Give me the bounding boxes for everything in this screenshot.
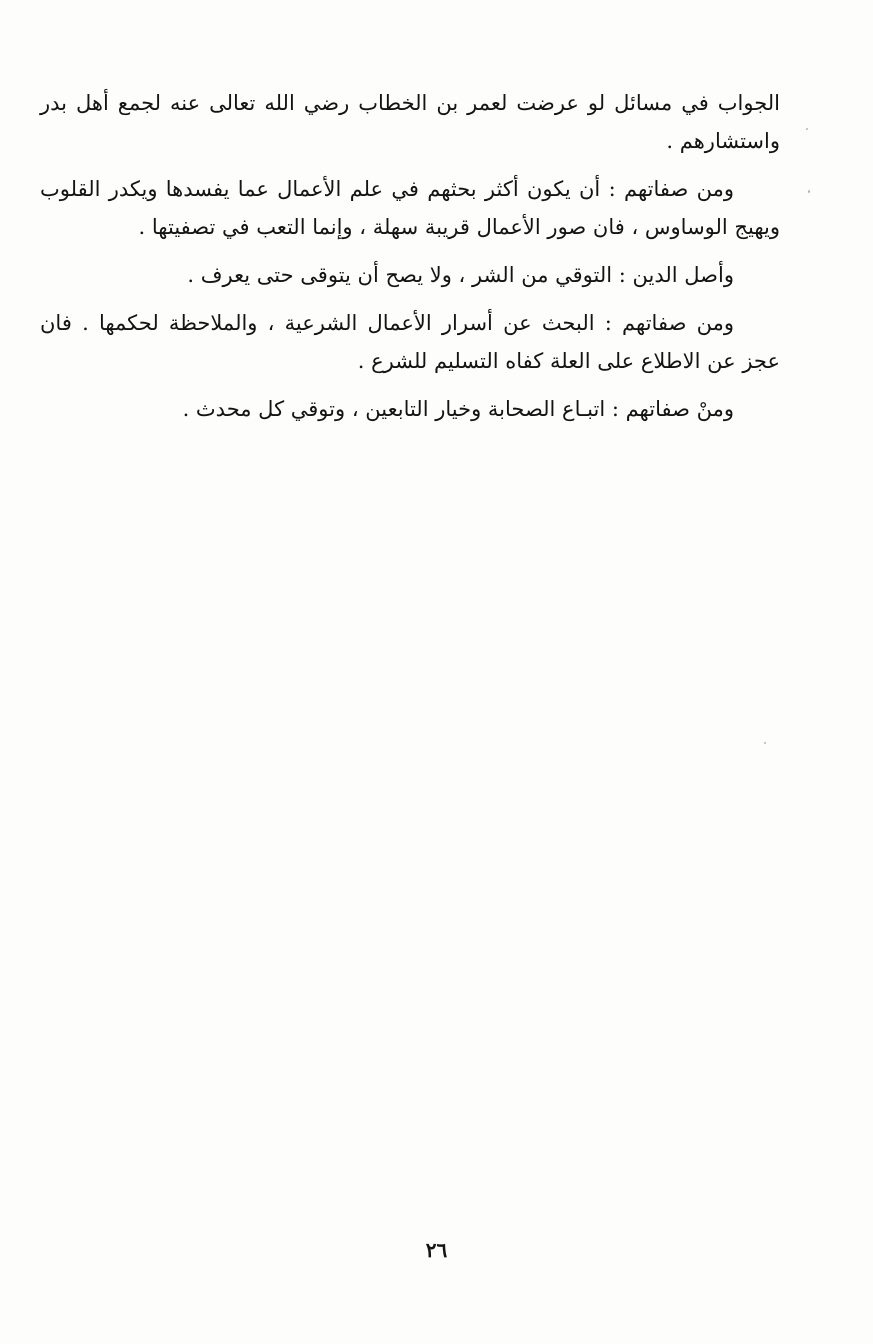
scan-speck <box>764 742 766 744</box>
text-line: ومن صفاتهم : أن يكون أكثر بحثهم في علم الأعمال عما يفسدها ويكدر القلوب <box>40 177 734 201</box>
paragraph <box>40 256 780 294</box>
scan-speck <box>808 190 810 193</box>
text-line: الجواب في مسائل لو عرضت لعمر بن الخطاب رضي الله تعالى عنه لجمع أهل بدر <box>40 91 780 115</box>
paragraph <box>40 304 780 380</box>
page-number: ٢٦ <box>425 1238 448 1262</box>
text-line: واستشارهم . <box>666 129 780 153</box>
scan-speck <box>806 128 808 130</box>
text-line: عجز عن الاطلاع على العلة كفاه التسليم للشرع . <box>357 349 780 373</box>
paragraph <box>40 390 780 428</box>
paragraph <box>40 170 780 246</box>
text-line: ويهيج الوساوس ، فان صور الأعمال قريبة سهلة ، وإنما التعب في تصفيتها . <box>138 215 780 239</box>
text-line: وأصل الدين : التوقي من الشر ، ولا يصح أن يتوقى حتى يعرف . <box>187 263 734 287</box>
body-text <box>40 84 780 438</box>
paragraph <box>40 84 780 160</box>
text-line: ومنْ صفاتهم : اتبـاع الصحابة وخيار التابعين ، وتوقي كل محدث . <box>182 397 734 421</box>
text-line: ومن صفاتهم : البحث عن أسرار الأعمال الشرعية ، والملاحظة لحكمها . فان <box>40 311 734 335</box>
